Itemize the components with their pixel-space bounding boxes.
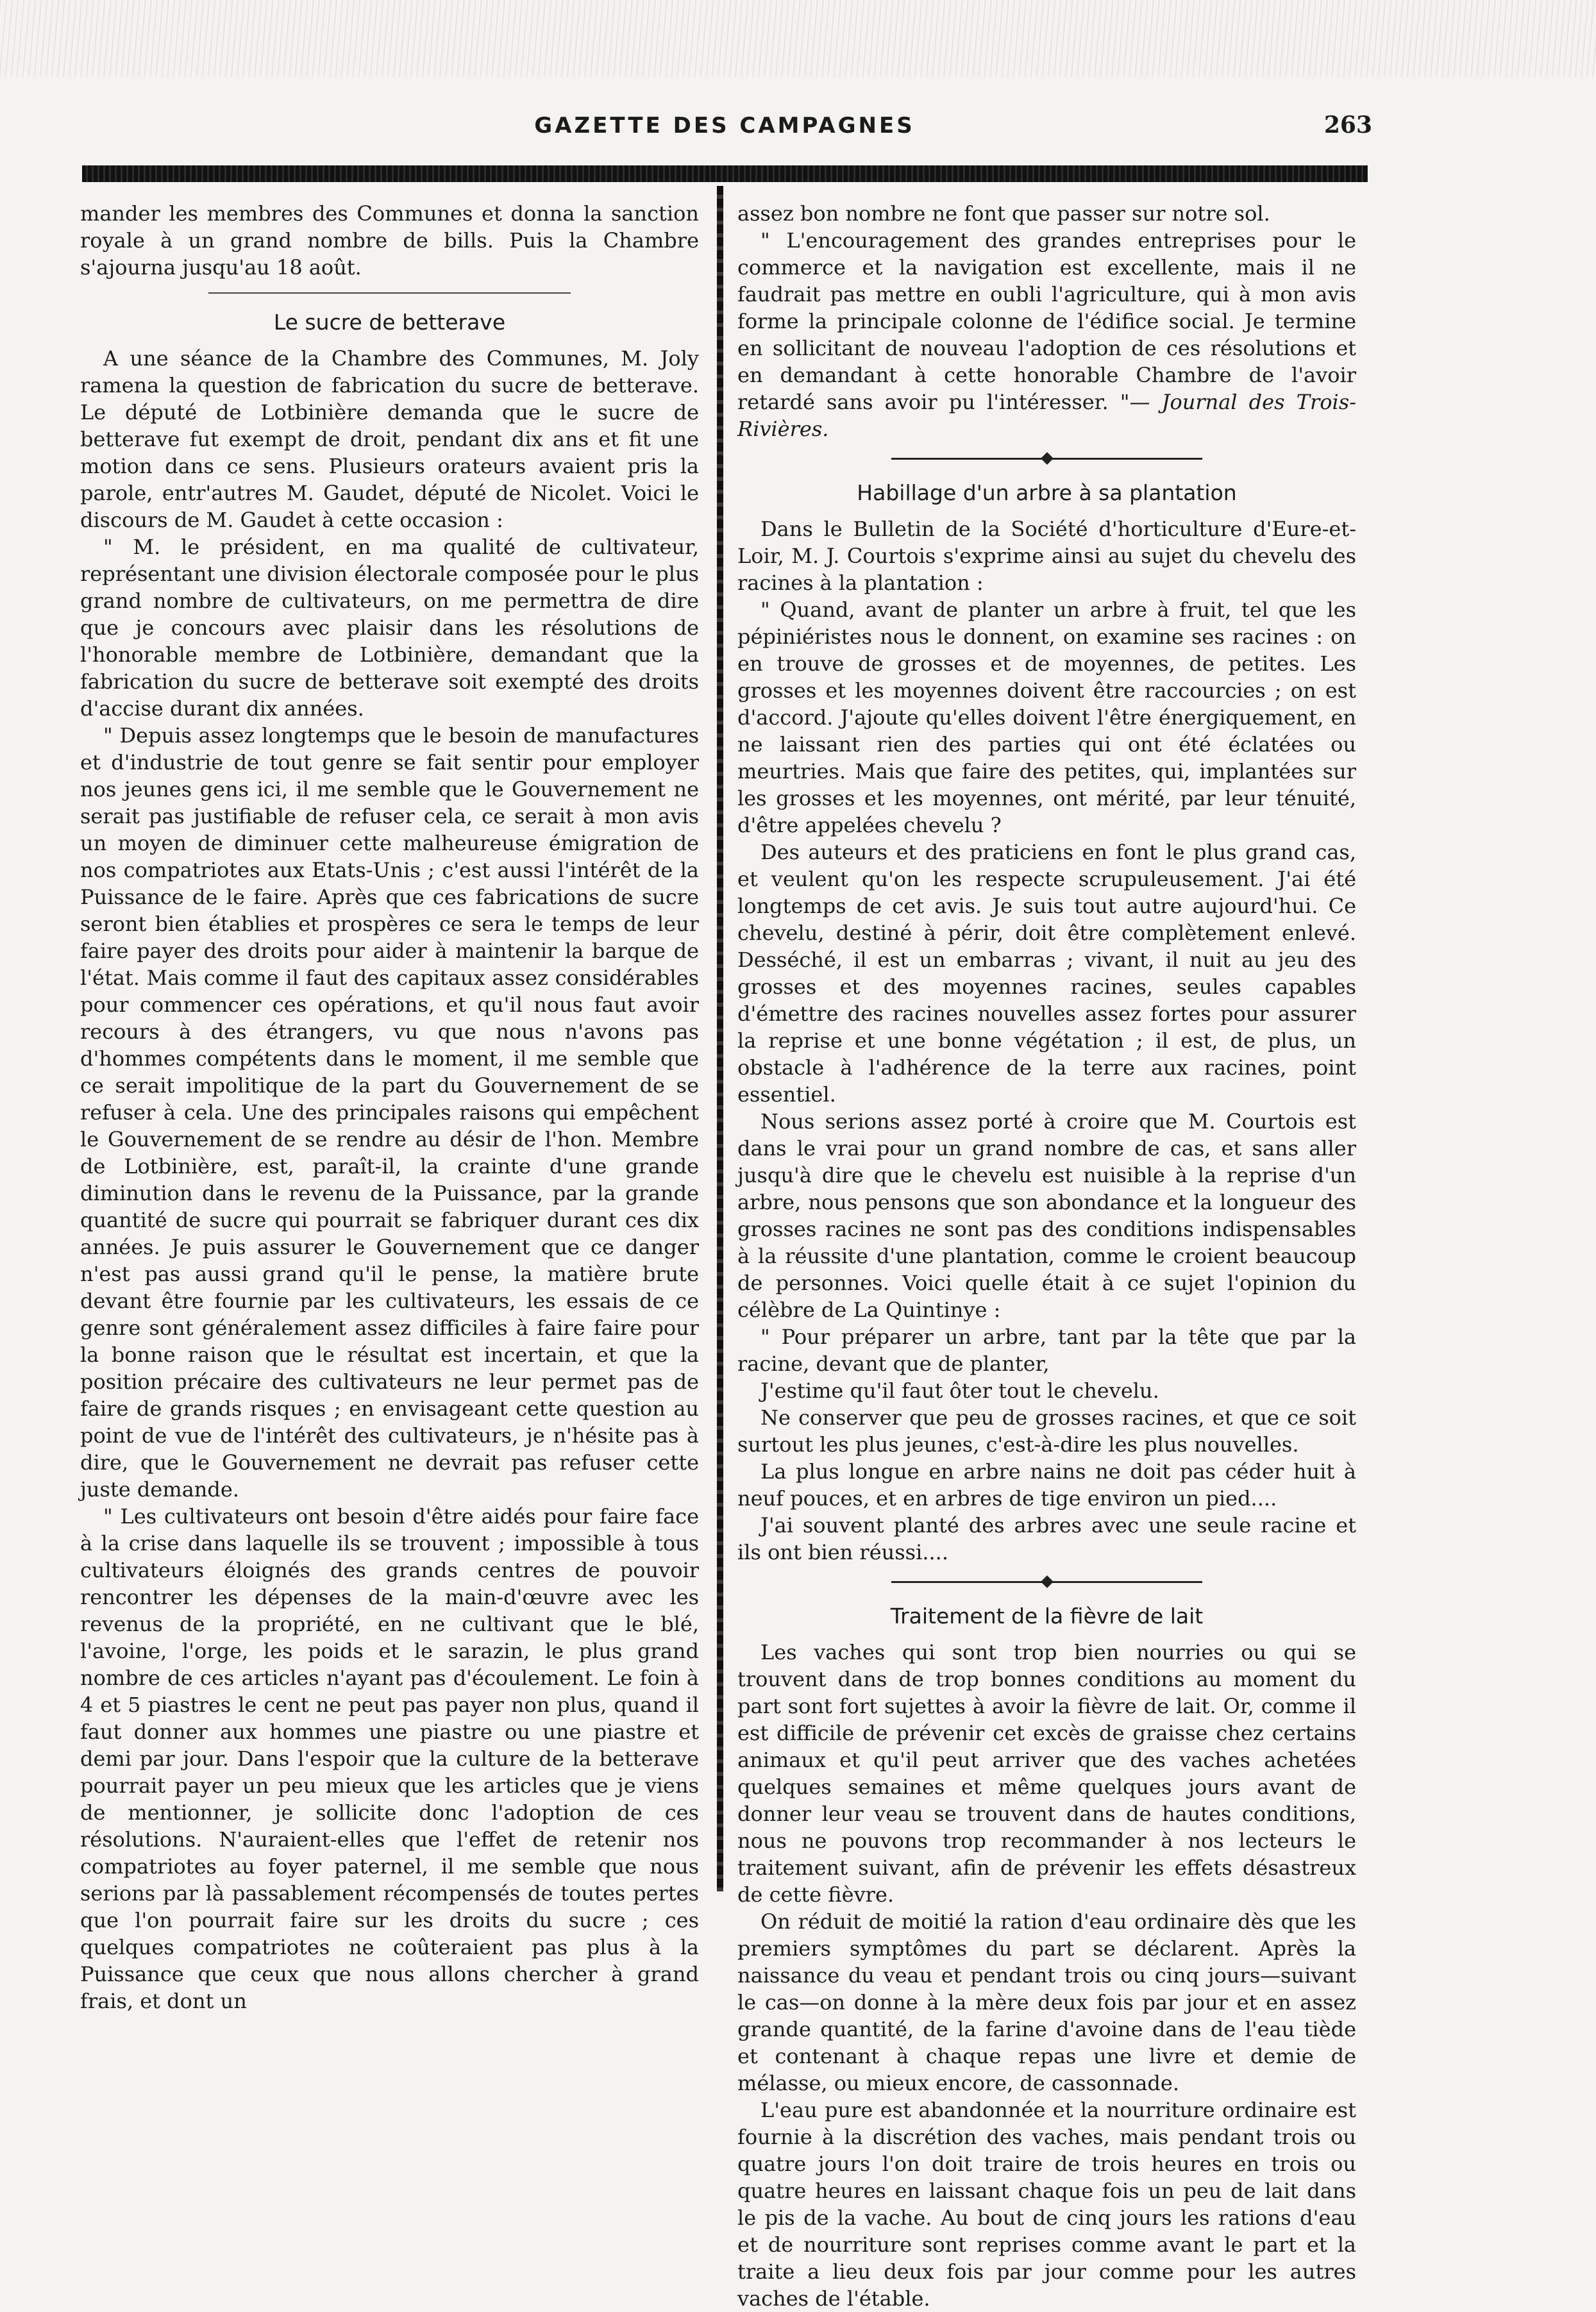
article-paragraph — [737, 227, 1356, 442]
article-paragraph: J'estime qu'il faut ôter tout le chevelu. — [760, 1378, 1159, 1403]
source-citation: — Journal des Trois-Rivières. — [737, 390, 1357, 441]
right-column — [737, 200, 1356, 2312]
article-paragraph: " M. le président, en ma qualité de cultivateur, représentant une division électorale composée pour le plus grand nombre de cultivateurs, on me permettra de dire que je concours avec plaisir dans les résolutions de l'honorable membre de Lotbinière, demandant que la fabrication du sucre de betterave soit exempté des droits d'accise durant dix années. — [80, 535, 699, 721]
section-divider — [80, 287, 699, 297]
article-paragraph: Dans le Bulletin de la Société d'horticulture d'Eure-et-Loir, M. J. Courtois s'exprime ainsi au sujet du chevelu des racines à la plantation : — [737, 517, 1356, 595]
header-rule — [82, 165, 1368, 182]
article-paragraph: Des auteurs et des praticiens en font le plus grand cas, et veulent qu'on les respecte scrupuleusement. J'ai été longtemps de cet avis. Je suis tout autre aujourd'hui. Ce chevelu, destiné à périr, doit être complètement enlevé. Desséché, il est un embarras ; vivant, il nuit au jeu des grosses et des moyennes racines, seules capables d'émettre des racines nouvelles assez fortes pour assurer la reprise et une bonne végétation ; il est, de plus, un obstacle à l'adhérence de la terre aux racines, point essentiel. — [737, 840, 1356, 1107]
section-divider — [737, 449, 1356, 468]
article-paragraph: " Les cultivateurs ont besoin d'être aidés pour faire face à la crise dans laquelle ils se trouvent ; impossible à tous cultivateurs éloignés des grands centres de pouvoir rencontrer les dépenses de la main-d'œuvre avec les revenus de la propriété, en ne cultivant que le blé, l'avoine, l'orge, les poids et le sarazin, le plus grand nombre de ces articles n'ayant pas d'écoulement. Le foin à 4 et 5 piastres le cent ne peut pas payer non plus, quand il faut donner aux hommes une piastre ou une piastre et demi par jour. Dans l'espoir que la culture de la betterave pourrait payer un peu mieux que les articles que je viens de mentionner, je sollicite donc l'adoption de ces résolutions. N'auraient-elles que l'effet de retenir nos compatriotes au foyer paternel, il me semble que nous serions par là passablement récompensés de toutes pertes que l'on pourrait faire sur les droits du sucre ; ces quelques compatriotes ne coûteraient pas plus à la Puissance que ceux que nous allons chercher à grand frais, et dont un — [80, 1504, 699, 2013]
article-paragraph: A une séance de la Chambre des Communes, M. Joly ramena la question de fabrication du sucre de betterave. Le député de Lotbinière demanda que le sucre de betterave fut exempt de droit, pendant dix ans et fit une motion dans ce sens. Plusieurs orateurs avaient pris la parole, entr'autres M. Gaudet, député de Nicolet. Voici le discours de M. Gaudet à cette occasion : — [80, 346, 699, 532]
section-title-fievre: Traitement de la fièvre de lait — [890, 1604, 1204, 1629]
article-paragraph: J'ai souvent planté des arbres avec une seule racine et ils ont bien réussi.... — [737, 1513, 1356, 1564]
section-divider — [737, 1572, 1356, 1591]
column-separator — [717, 186, 723, 1891]
article-paragraph: Nous serions assez porté à croire que M. Courtois est dans le vrai pour un grand nombre de cas, et sans aller jusqu'à dire que le chevelu est nuisible à la reprise d'un arbre, nous pensons que son abondance et la longueur des grosses racines ne sont pas des conditions indispensables à la réussite d'une plantation, comme le croient beaucoup de personnes. Voici quelle était à ce sujet l'opinion du célèbre de La Quintinye : — [737, 1109, 1356, 1322]
left-intro-paragraph: mander les membres des Communes et donna la sanction royale à un grand nombre de bills. Puis la Chambre s'ajourna jusqu'au 18 août. — [80, 201, 699, 280]
article-paragraph: Les vaches qui sont trop bien nourries ou qui se trouvent dans de trop bonnes conditions au moment du part sont fort sujettes à avoir la fièvre de lait. Or, comme il est difficile de prévenir cet excès de graisse chez certains animaux et qu'il peut arriver que des vaches achetées quelques semaines et même quelques jours avant de donner leur veau se trouvent dans de hautes conditions, nous ne pouvons trop recommander à nos lecteurs le traitement suivant, afin de prévenir les effets désastreux de cette fièvre. — [737, 1640, 1356, 1907]
article-paragraph: " Depuis assez longtemps que le besoin de manufactures et d'industrie de tout genre se fait sentir pour employer nos jeunes gens ici, il me semble que le Gouvernement ne serait pas justifiable de refuser cela, ce serait à mon avis un moyen de diminuer cette malheureuse émigration de nos compatriotes aux Etats-Unis ; c'est aussi l'intérêt de la Puissance de le faire. Après que ces fabrications de sucre seront bien établies et prospères ce sera le temps de leur faire payer des droits pour aider à maintenir la barque de l'état. Mais comme il faut des capitaux assez considérables pour commencer ces opérations, et qu'il nous faut avoir recours à des étrangers, vu que nous n'avons pas d'hommes compétents dans le moment, il me semble que ce serait impolitique de la part du Gouvernement de se refuser à cela. Une des principales raisons qui empêchent le Gouvernement de se rendre au désir de l'hon. Membre de Lotbinière, est, paraît-il, la crainte d'une grande diminution dans le revenu de la Puissance, par la grande quantité de sucre qui pourrait se fabriquer durant ces dix années. Je puis assurer le Gouvernement que ce danger n'est pas aussi grand qu'il le pense, la matière brute devant être fournie par les cultivateurs, les essais de ce genre sont généralement assez difficiles à faire faire pour la bonne raison que le résultat est incertain, et que la position précaire des cultivateurs ne leur permet pas de faire de grands risques ; en envisageant cette question au point de vue de l'intérêt des cultivateurs, je n'hésite pas à dire, que le Gouvernement ne devrait pas refuser cette juste demande. — [80, 723, 699, 1502]
article-paragraph: On réduit de moitié la ration d'eau ordinaire dès que les premiers symptômes du part se déclarent. Après la naissance du veau et pendant trois ou cinq jours—suivant le cas—on donne à la mère deux fois par jour et en assez grande quantité, de la farine d'avoine dans de l'eau tiède et contenant à chaque repas une livre et demie de mélasse, ou mieux encore, de cassonnade. — [737, 1909, 1356, 2095]
quote-text: " L'encouragement des grandes entreprises pour le commerce et la navigation est excellente, mais il ne faudrait pas mettre en oubli l'agriculture, qui à mon avis forme la principale colonne de l'édifice social. Je termine en sollicitant de nouveau l'adoption de ces résolutions et en demandant à cette honorable Chambre de l'avoir retardé sans avoir pu l'intéresser. " — [737, 228, 1356, 414]
section-title-habillage: Habillage d'un arbre à sa plantation — [857, 480, 1237, 505]
page-header — [77, 109, 1372, 147]
left-column — [80, 200, 699, 2015]
right-intro-paragraph: assez bon nombre ne font que passer sur notre sol. — [737, 201, 1270, 226]
newspaper-title: GAZETTE DES CAMPAGNES — [534, 113, 915, 138]
print-noise — [0, 0, 1596, 77]
article-paragraph: Ne conserver que peu de grosses racines, et que ce soit surtout les plus jeunes, c'est-à-dire les plus nouvelles. — [737, 1405, 1356, 1457]
article-paragraph: " Pour préparer un arbre, tant par la tête que par la racine, devant que de planter, — [737, 1325, 1356, 1376]
article-paragraph: La plus longue en arbre nains ne doit pas céder huit à neuf pouces, et en arbres de tige environ un pied.... — [737, 1459, 1356, 1511]
page-number: 263 — [1323, 112, 1372, 138]
article-paragraph: L'eau pure est abandonnée et la nourriture ordinaire est fournie à la discrétion des vaches, mais pendant trois ou quatre jours l'on doit traire de trois heures en trois ou quatre heures en laissant chaque fois un peu de lait dans le pis de la vache. Au bout de cinq jours les rations d'eau et de nourriture sont reprises comme avant le part et la traite a lieu deux fois par jour comme pour les autres vaches de l'étable. — [737, 2098, 1356, 2311]
article-paragraph: " Quand, avant de planter un arbre à fruit, tel que les pépiniéristes nous le donnent, on examine ses racines : on en trouve de grosses et de moyennes, de petites. Les grosses et les moyennes doivent être raccourcies ; on est d'accord. J'ajoute qu'elles doivent l'être énergiquement, en ne laissant rien des parties qui ont été éclatées ou meurtries. Mais que faire des petites, qui, implantées sur les grosses et les moyennes, ont mérité, par leur ténuité, d'être appelées chevelu ? — [737, 598, 1356, 837]
section-title-sucre: Le sucre de betterave — [273, 310, 506, 335]
